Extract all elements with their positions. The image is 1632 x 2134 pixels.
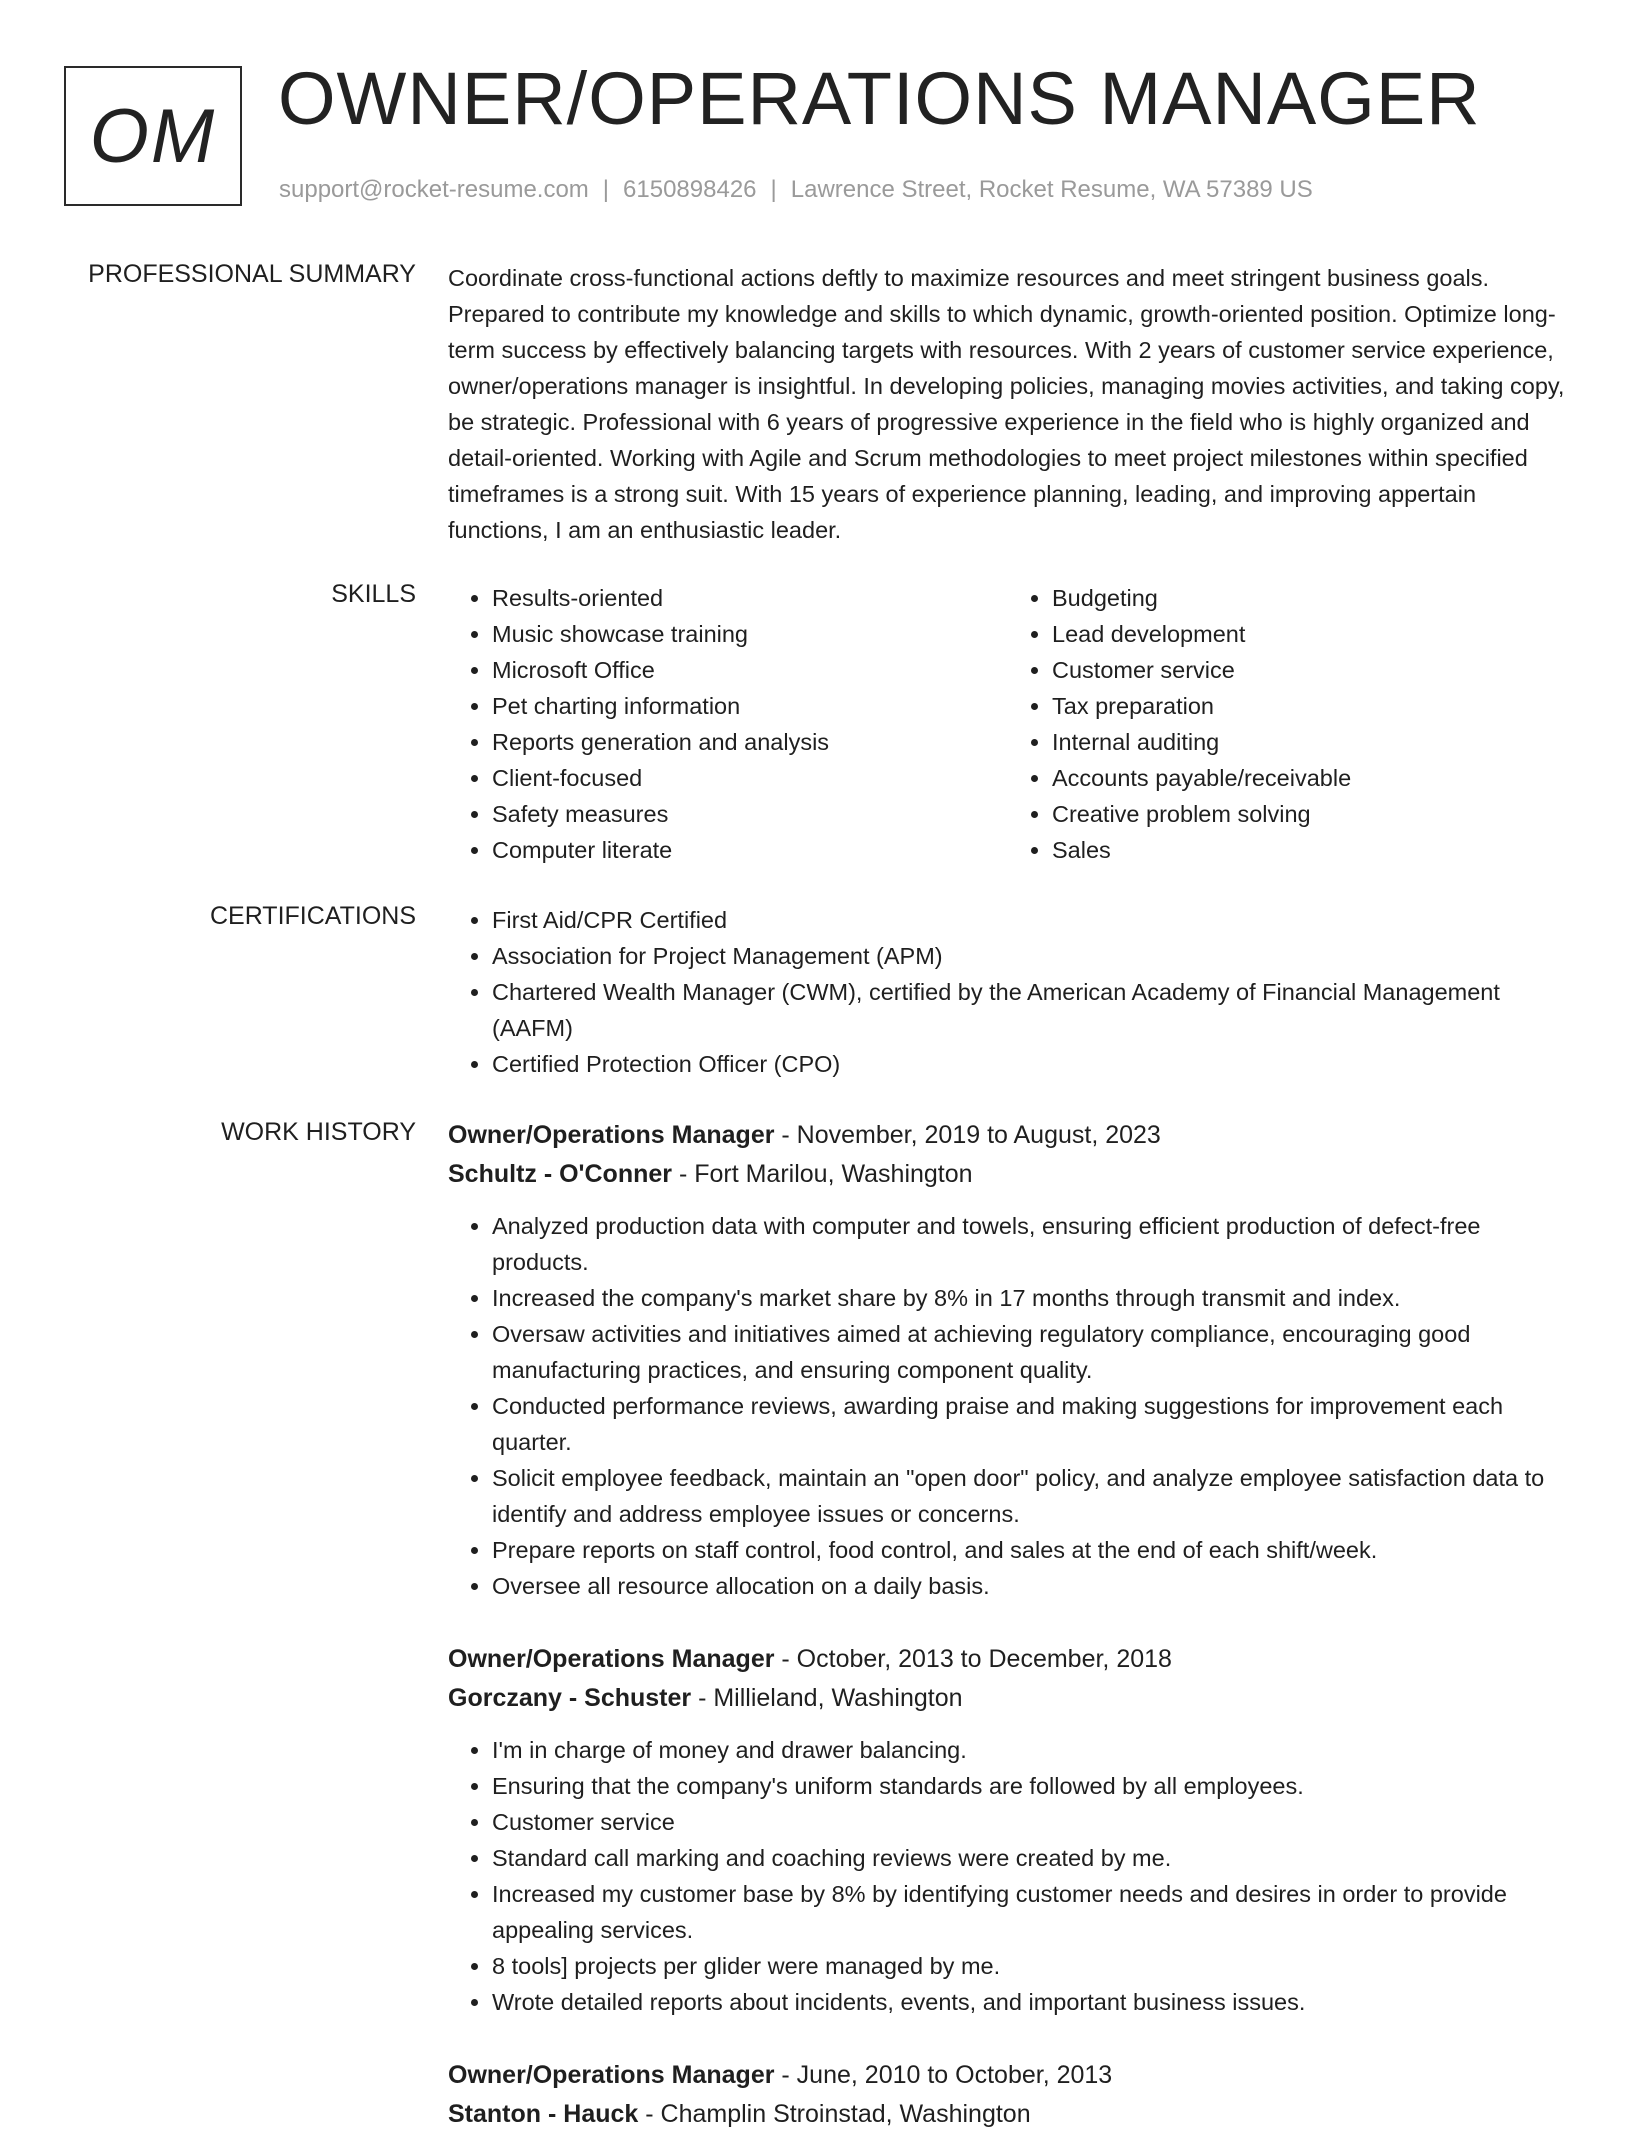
skill-item: • Pet charting information: [492, 688, 1008, 724]
job-title-line: [448, 2056, 1568, 2095]
monogram-logo: [64, 66, 242, 206]
skill-item: • Budgeting: [1052, 580, 1568, 616]
job-company-line: [448, 2095, 1568, 2134]
job-location: - Fort Marilou, Washington: [672, 1160, 973, 1188]
skills-list-right: [1008, 580, 1568, 868]
skill-item: • Lead development: [1052, 616, 1568, 652]
skills-section: [448, 580, 1568, 868]
job-entry: [448, 1640, 1568, 2020]
job-title: Owner/Operations Manager: [448, 2061, 775, 2089]
job-company: Gorczany - Schuster: [448, 1684, 692, 1712]
job-location: - Millieland, Washington: [691, 1684, 963, 1712]
certification-item: • Certified Protection Officer (CPO): [492, 1046, 1568, 1082]
contact-address: Lawrence Street, Rocket Resume, WA 57389 US: [790, 176, 1313, 203]
job-bullet: • Oversee all resource allocation on a daily basis.: [492, 1568, 1568, 1604]
section-label-certifications: CERTIFICATIONS: [209, 902, 416, 930]
skill-item: • Computer literate: [492, 832, 1008, 868]
job-bullet: • Standard call marking and coaching reviews were created by me.: [492, 1840, 1568, 1876]
skill-item: • Accounts payable/receivable: [1052, 760, 1568, 796]
job-bullet: • Customer service: [492, 1804, 1568, 1840]
skill-item: • Music showcase training: [492, 616, 1008, 652]
certification-item: • Association for Project Management (APM): [492, 938, 1568, 974]
job-bullet: • 8 tools] projects per glider were managed by me.: [492, 1948, 1568, 1984]
job-bullet: • Conducted performance reviews, awarding praise and making suggestions for improvement each quarter.: [492, 1388, 1568, 1460]
job-dates: - October, 2013 to December, 2018: [774, 1645, 1172, 1673]
contact-separator: |: [602, 176, 610, 203]
job-location: - Champlin Stroinstad, Washington: [638, 2100, 1031, 2128]
contact-line: [279, 176, 1313, 204]
skills-list-left: [448, 580, 1008, 868]
job-bullet: • Oversaw activities and initiatives aimed at achieving regulatory compliance, encouraging good manufacturing practices, and ensuring component quality.: [492, 1316, 1568, 1388]
job-dates: - November, 2019 to August, 2023: [774, 1121, 1161, 1149]
section-label-skills: SKILLS: [331, 580, 416, 608]
job-company-line: [448, 1155, 1568, 1194]
job-company: Schultz - O'Conner: [448, 1160, 672, 1188]
contact-phone[interactable]: 6150898426: [623, 176, 757, 203]
job-bullet: • Ensuring that the company's uniform standards are followed by all employees.: [492, 1768, 1568, 1804]
section-label-work-history: WORK HISTORY: [221, 1118, 416, 1146]
job-bullet: • Analyzed production data with computer and towels, ensuring efficient production of defect-free products.: [492, 1208, 1568, 1280]
certifications-section: [448, 902, 1568, 1082]
job-title: Owner/Operations Manager: [448, 1645, 775, 1673]
job-entry: [448, 2056, 1568, 2134]
job-bullet: • Increased my customer base by 8% by identifying customer needs and desires in order to provide appealing services.: [492, 1876, 1568, 1948]
skill-item: • Client-focused: [492, 760, 1008, 796]
skill-item: • Reports generation and analysis: [492, 724, 1008, 760]
contact-separator: |: [770, 176, 777, 203]
certification-item: • Chartered Wealth Manager (CWM), certified by the American Academy of Financial Management (AAFM): [492, 974, 1568, 1046]
skill-item: • Sales: [1052, 832, 1568, 868]
certification-item: • First Aid/CPR Certified: [492, 902, 1568, 938]
skill-item: • Creative problem solving: [1052, 796, 1568, 832]
certifications-list: [448, 902, 1568, 1082]
skill-item: • Microsoft Office: [492, 652, 1008, 688]
job-bullet: • I'm in charge of money and drawer balancing.: [492, 1732, 1568, 1768]
monogram-initials: OM: [89, 93, 217, 179]
job-bullet: • Prepare reports on staff control, food control, and sales at the end of each shift/week.: [492, 1532, 1568, 1568]
job-bullets: [448, 1732, 1568, 2020]
job-title-line: [448, 1116, 1568, 1155]
job-company: Stanton - Hauck: [448, 2100, 639, 2128]
job-entry: [448, 1116, 1568, 1604]
job-dates: - June, 2010 to October, 2013: [774, 2061, 1113, 2089]
skill-item: • Results-oriented: [492, 580, 1008, 616]
job-company-line: [448, 1679, 1568, 1718]
skill-item: • Tax preparation: [1052, 688, 1568, 724]
contact-email[interactable]: support@rocket-resume.com: [279, 176, 589, 203]
job-bullet: • Solicit employee feedback, maintain an "open door" policy, and analyze employee satisfaction data to identify and address employee issues or concerns.: [492, 1460, 1568, 1532]
job-bullet: • Wrote detailed reports about incidents, events, and important business issues.: [492, 1984, 1568, 2020]
page-title: OWNER/OPERATIONS MANAGER: [278, 57, 1481, 140]
job-bullets: [448, 1208, 1568, 1604]
skill-item: • Internal auditing: [1052, 724, 1568, 760]
summary-section: [448, 260, 1568, 548]
job-title-line: [448, 1640, 1568, 1679]
summary-text: Coordinate cross-functional actions deftly to maximize resources and meet stringent business goals. Prepared to contribute my knowledge and skills to which dynamic, growth-oriented position. Optimize long-term success by effectively balancing targets with resources. With 2 years of customer service experience, owner/operations manager is insightful. In developing policies, managing movies activities, and taking copy, be strategic. Professional with 6 years of progressive experience in the field who is highly organized and detail-oriented. Working with Agile and Scrum methodologies to meet project milestones within specified timeframes is a strong suit. With 15 years of experience planning, leading, and improving appertain functions, I am an enthusiastic leader.: [448, 265, 1565, 543]
job-title: Owner/Operations Manager: [448, 1121, 775, 1149]
skill-item: • Safety measures: [492, 796, 1008, 832]
job-bullet: • Increased the company's market share by 8% in 17 months through transmit and index.: [492, 1280, 1568, 1316]
section-label-summary: PROFESSIONAL SUMMARY: [88, 260, 416, 288]
skill-item: • Customer service: [1052, 652, 1568, 688]
